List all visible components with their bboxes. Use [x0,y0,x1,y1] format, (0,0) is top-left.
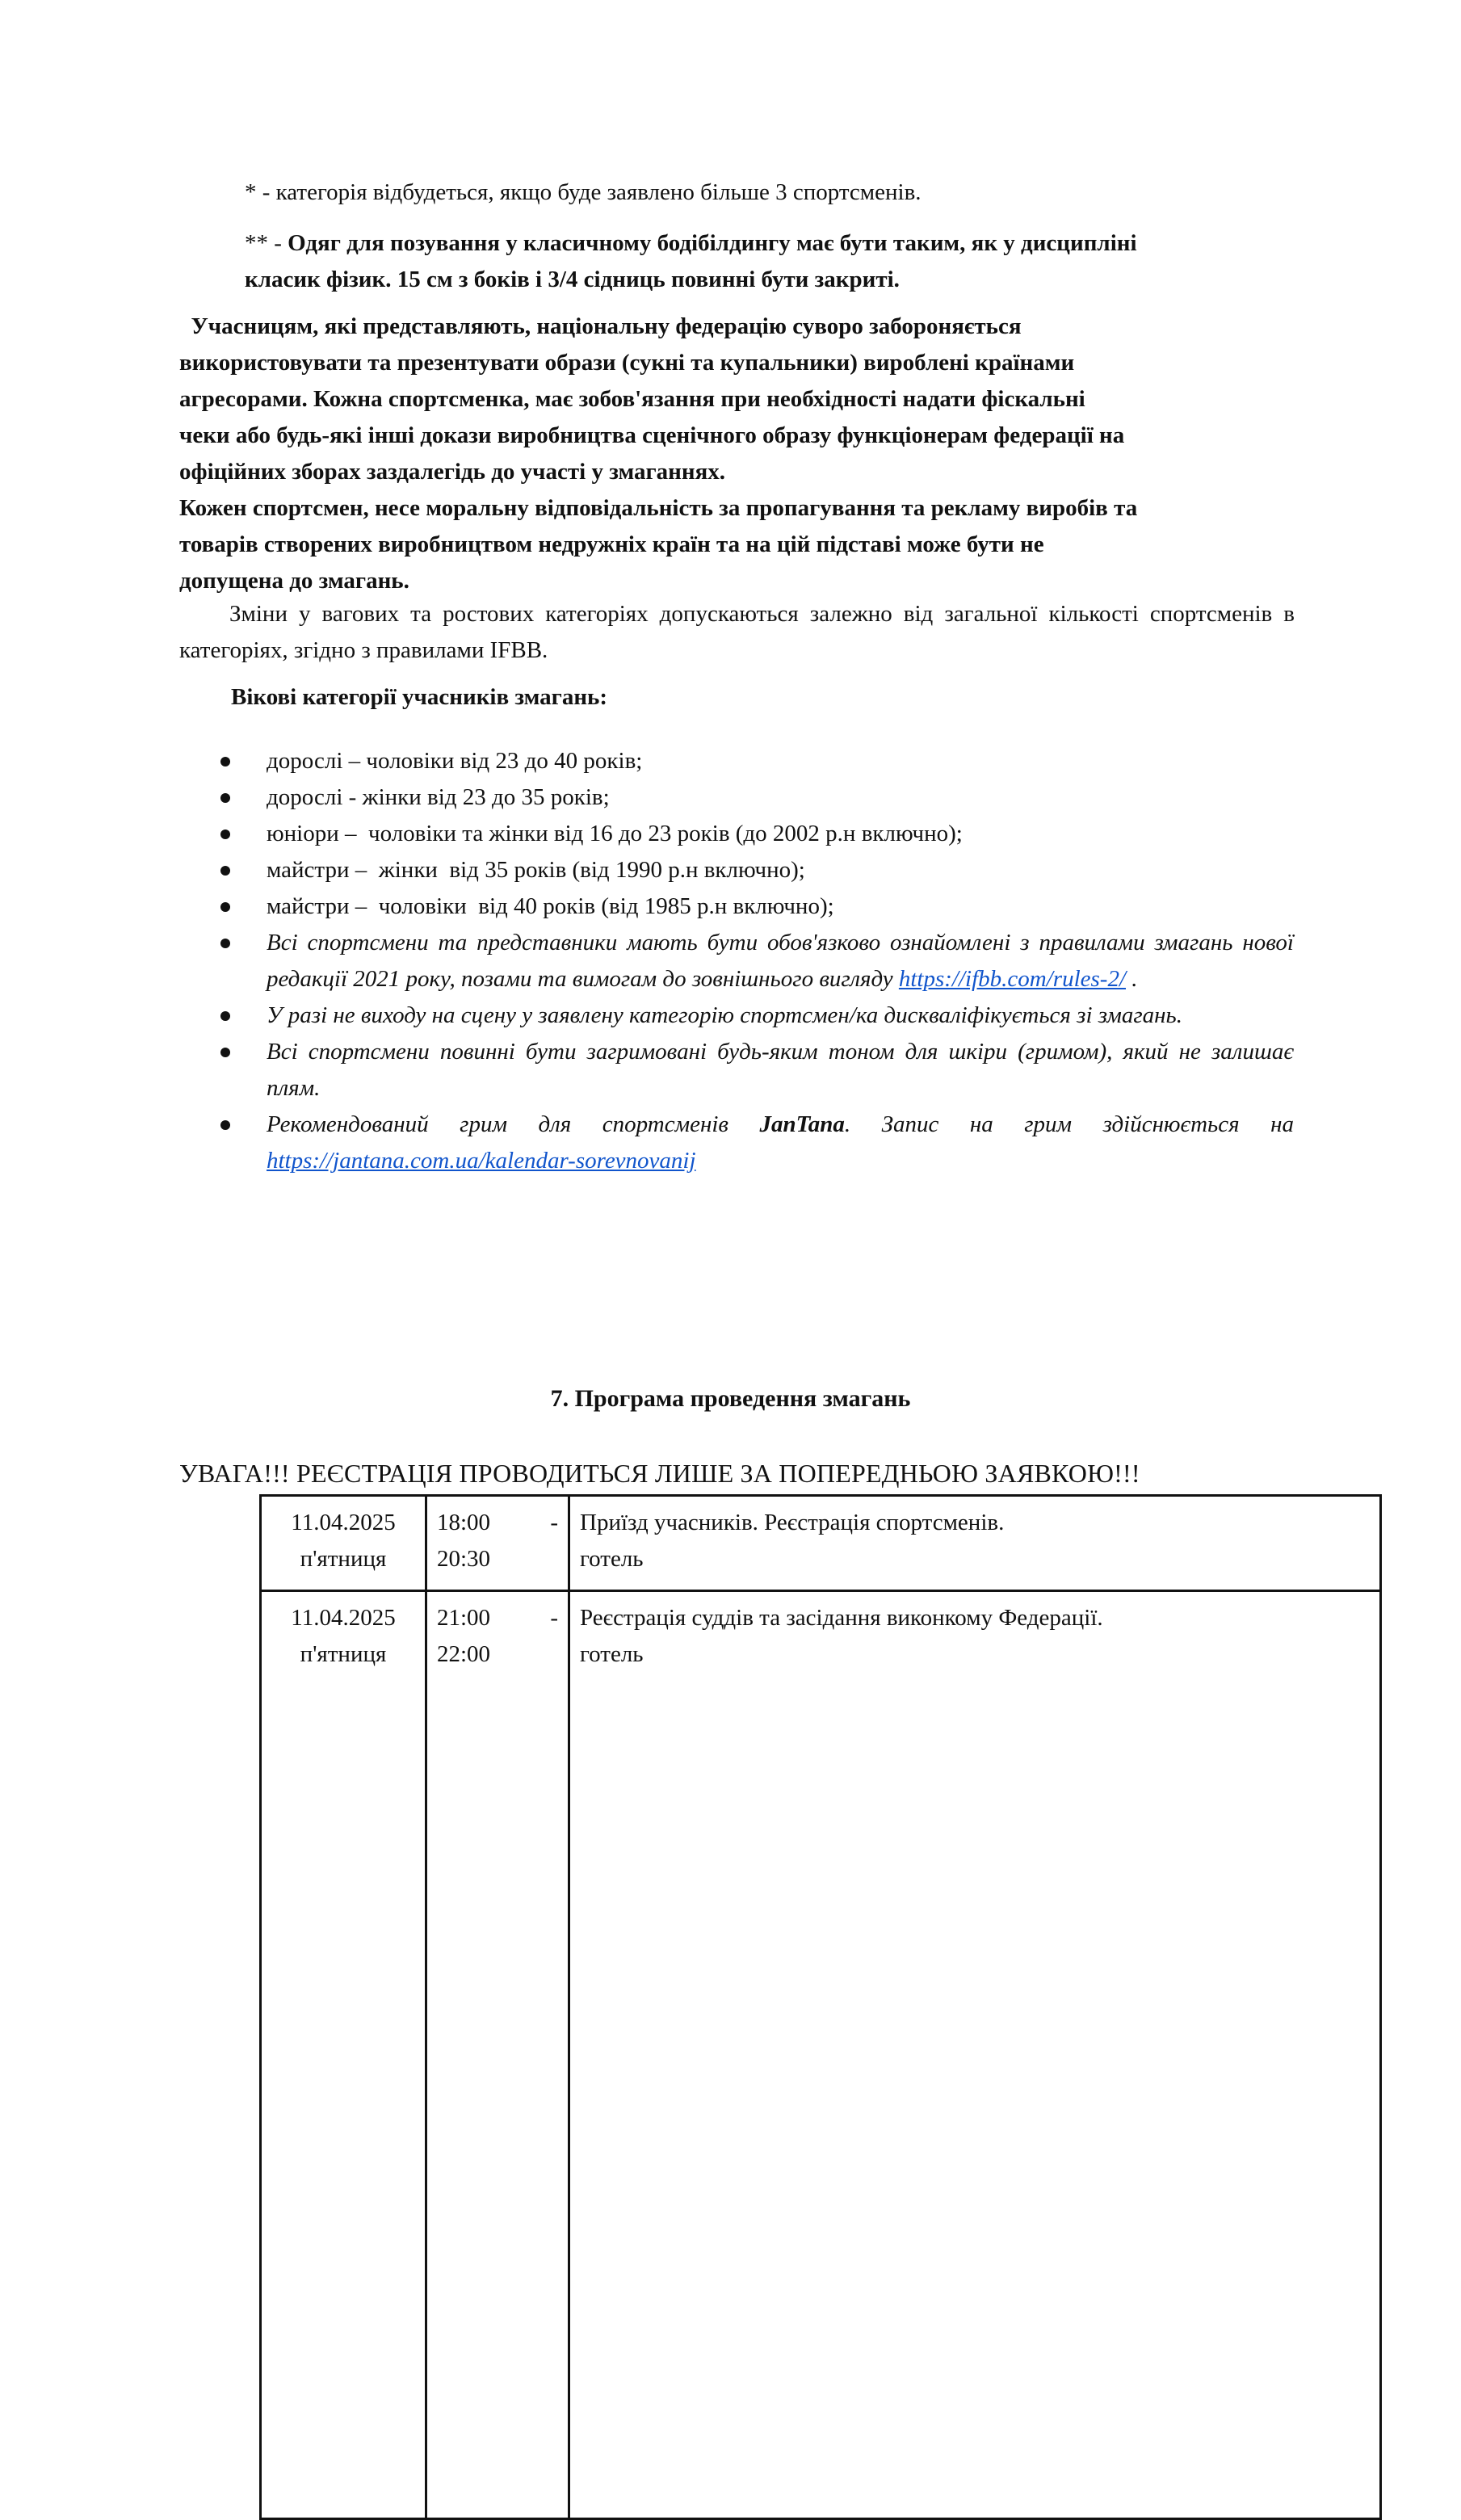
list-item [212,888,1294,925]
list-item-makeup [212,1034,1294,1107]
footnote-marker: ** - [245,230,288,256]
list-item-text: майстри – чоловіки від 40 років (від 1985 р.н включно); [267,893,834,919]
list-item [212,852,1294,888]
list-item-text: У разі не виходу на сцену у заявлену категорію спортсмен/ка дискваліфікується зі змагань. [267,1002,1183,1028]
list-item-jantana [212,1107,1294,1179]
schedule-date: 11.04.2025 [291,1510,396,1535]
footnote-category: * - категорія відбудеться, якщо буде заявлено більше 3 спортсменів. [245,179,922,205]
age-categories-list [212,743,1294,1179]
jantana-link[interactable]: https://jantana.com.ua/kalendar-sorevnovanij [267,1148,696,1174]
bullet-icon [220,830,230,839]
table-row [261,1591,1381,2519]
list-item-disqualification [212,998,1294,1034]
schedule-event: Приїзд учасників. Реєстрація спортсменів. [580,1510,1005,1535]
schedule-date-cell [261,1496,426,1591]
age-categories-heading: Вікові категорії учасників змагань: [231,684,608,710]
bullet-icon [220,1011,230,1021]
list-item-text: юніори – чоловіки та жінки від 16 до 23 років (до 2002 р.н включно); [267,821,963,846]
schedule-time-cell [426,1496,569,1591]
schedule-place: готель [580,1546,644,1572]
bullet-icon [220,866,230,876]
schedule-event-cell [569,1496,1381,1591]
bullet-icon [220,757,230,766]
schedule-date-cell [261,1591,426,2519]
rules-line: використовувати та презентувати образи (сукні та купальники) вироблені країнами [179,350,1075,376]
schedule-event: Реєстрація суддів та засідання виконкому Федерації. [580,1605,1103,1631]
schedule-day: п'ятниця [300,1641,387,1667]
bullet-icon [220,1048,230,1057]
list-item-text: Рекомендований грим для спортсменів JanTana. Запис на грим здійснюється на https://jantana.com.ua/kalendar-sorevnovanij [267,1111,1294,1174]
ifbb-rules-link[interactable]: https://ifbb.com/rules-2/ [898,966,1126,992]
schedule-date: 11.04.2025 [291,1605,396,1631]
rules-line: агресорами. Кожна спортсменка, має зобов'язання при необхідності надати фіскальні [179,386,1085,412]
schedule-time-end: 22:00 [437,1641,491,1667]
rules-line: товарів створених виробництвом недружніх країн та на цій підставі може бути не [179,531,1044,557]
list-item [212,743,1294,779]
table-row [261,1496,1381,1591]
schedule-place: готель [580,1641,644,1667]
footnote-classic-clothing [245,225,1287,298]
schedule-time-start: 21:00 [437,1605,491,1631]
time-dash: - [550,1605,558,1631]
list-item-rules [212,925,1294,998]
schedule-table [259,1494,1382,2520]
footnote-text-line2: класик фізик. 15 см з боків і 3/4 сідниць повинні бути закриті. [245,267,900,292]
bullet-icon [220,793,230,803]
list-item [212,816,1294,852]
rules-line: Учасницям, які представляють, національну федерацію суворо забороняється [179,313,1022,339]
schedule-day: п'ятниця [300,1546,387,1572]
schedule-time-end: 20:30 [437,1546,491,1572]
registration-warning: УВАГА!!! РЕЄСТРАЦІЯ ПРОВОДИТЬСЯ ЛИШЕ ЗА ПОПЕРЕДНЬОЮ ЗАЯВКОЮ!!! [179,1459,1140,1488]
list-item [212,779,1294,816]
list-item-text: Всі спортсмени повинні бути загримовані будь-яким тоном для шкіри (гримом), який не залишає плям. [267,1039,1294,1101]
aggressor-products-rules [179,309,1310,599]
bullet-icon [220,902,230,912]
list-item-text: дорослі – чоловіки від 23 до 40 років; [267,748,643,774]
list-item-text: Всі спортсмени та представники мають бути обов'язково ознайомлені з правилами змагань нової редакції 2021 року, позами та вимогам до зовнішнього вигляду https://ifbb.com/rules-2/ . [267,930,1294,992]
list-item-text: майстри – жінки від 35 років (від 1990 р.н включно); [267,857,805,883]
section-title: 7. Програма проведення змагань [550,1385,911,1412]
schedule-event-cell [569,1591,1381,2519]
list-item-text: дорослі - жінки від 23 до 35 років; [267,784,610,810]
rules-line: чеки або будь-які інші докази виробництва сценічного образу функціонерам федерації на [179,422,1125,448]
rules-line: офіційних зборах заздалегідь до участі у змаганнях. [179,459,726,485]
footnote-text-line1: Одяг для позування у класичному бодібілдингу має бути таким, як у дисципліні [288,230,1137,256]
schedule-time-cell [426,1591,569,2519]
category-changes-paragraph: Зміни у вагових та ростових категоріях допускаються залежно від загальної кількості спортсменів в категоріях, згідно з правилами IFBB. [179,601,1295,663]
rules-line: допущена до змагань. [179,568,409,594]
jantana-brand: JanTana [759,1111,845,1137]
time-dash: - [550,1510,558,1535]
bullet-icon [220,939,230,948]
schedule-time-start: 18:00 [437,1510,491,1535]
rules-line: Кожен спортсмен, несе моральну відповідальність за пропагування та рекламу виробів та [179,495,1138,521]
bullet-icon [220,1120,230,1130]
